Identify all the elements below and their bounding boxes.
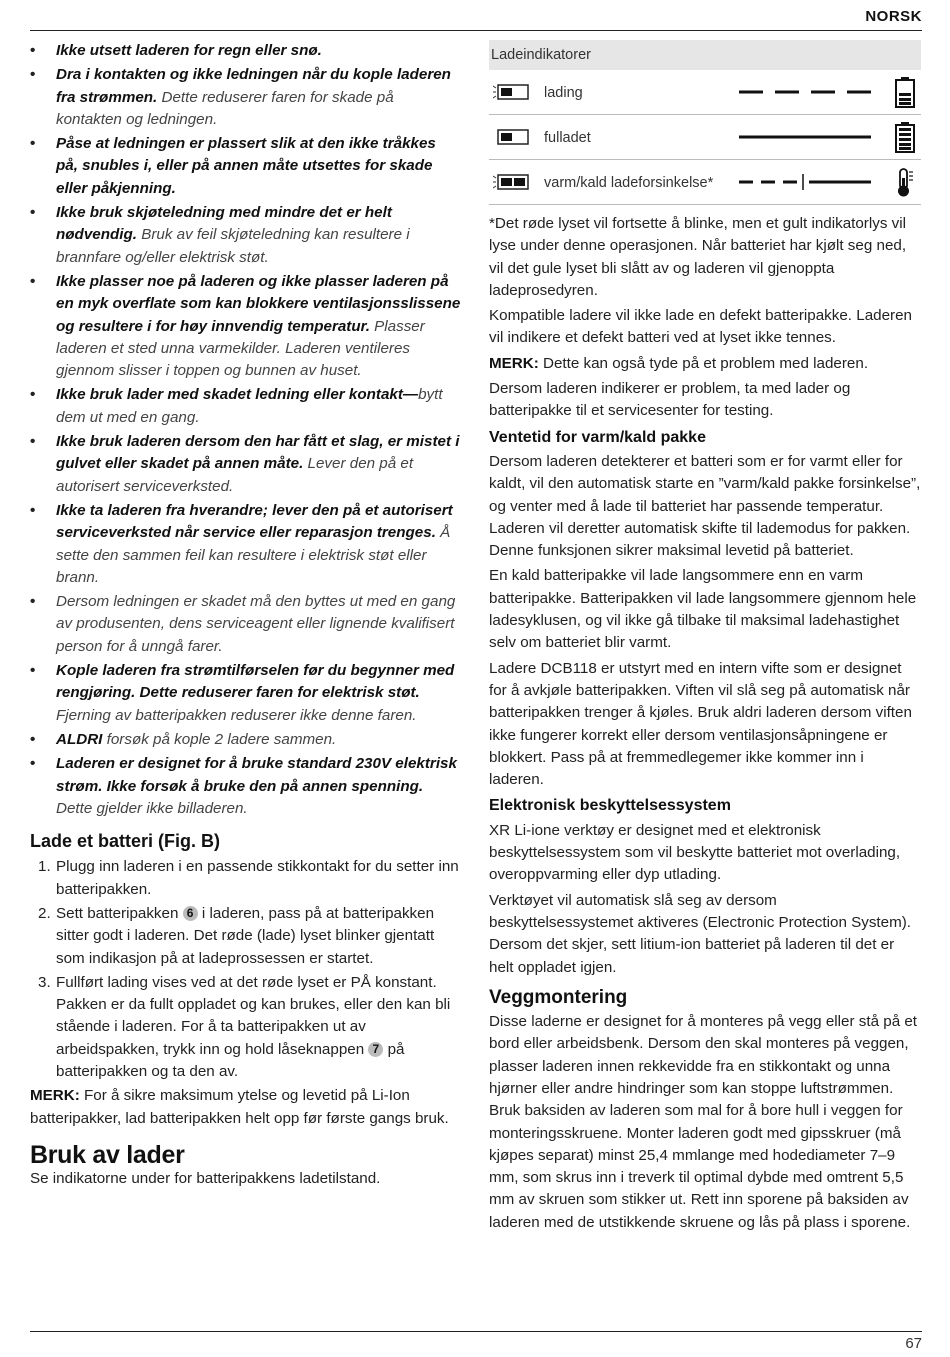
wall-mount-text: Disse laderne er designet for å monteres på vegg eller stå på et bord eller arbeidsbenk. Dersom den skal monteres på veggen, plasser laderen innen rekkevidde fra en stikkontakt og unna hjørner eller andre hindringer som kan stoppe luftstrømmen. Bruk baksiden av laderen som mal for å bore hull i veggen for monteringsskruene. Monter laderen godt med gipsskruer (må kjøpes separat) minst 25,4 mmlange med hodediameter 7–9 mm, som skrus inn i treverk til optimal dybde med omtrent 5,5 mm av skruen som stikker ut. Rett inn sporene på baksiden av laderen med de utstikkende skruene og lås på plass i sporene.	[489, 1013, 918, 1231]
protection-text-2: Verktøyet vil automatisk slå seg av dersom beskyttelsessystemet aktiveres (Electronic Protection System). Dersom det skjer, sett litium-ion batteriet på laderen til det er helt oppladet igjen.	[489, 891, 912, 976]
top-divider	[30, 30, 922, 31]
charge-section-title: Lade et batteri (Fig. B)	[30, 831, 221, 852]
dashed-light-pattern	[739, 82, 875, 102]
language-header: NORSK	[865, 8, 922, 25]
right-column	[489, 40, 921, 1237]
indicator-label: varm/kald ladeforsinkelse*	[544, 175, 714, 191]
list-item: • Ikke plasser noe på laderen og ikke plasser laderen på en myk overflate som kan blokkere ventilasjonsslissene og resultere i for høy innvendig temperatur. Plasser laderen et sted unna varmekilder. Laderen ventileres gjennom slisser i toppen og bunnen av huset.	[30, 271, 462, 382]
list-item: • Påse at ledningen er plassert slik at den ikke tråkkes på, snubles i, eller på annen måte utsettes for skade eller påkjenning.	[30, 133, 462, 200]
list-item: 2. Sett batteripakken 6 i laderen, pass på at batteripakken sitter godt i laderen. Det røde (lade) lyset blinker gjentatt som indikasjon på at ladeprossessen er startet.	[38, 904, 435, 967]
charger-dual-light-icon	[493, 174, 529, 190]
list-item: • Ikke bruk skjøteledning med mindre det er helt nødvendig. Bruk av feil skjøteledning kan resultere i brannfare og/eller elektrisk støt.	[30, 202, 462, 269]
charge-indicator-table	[489, 40, 921, 205]
list-item: • Dersom ledningen er skadet må den byttes ut med en gang av produsenten, dens serviceagent eller lignende kvalifisert person for å unngå farer.	[30, 591, 462, 658]
merk-note: MERK: Dette kan også tyde på et problem med laderen.	[489, 354, 869, 372]
protection-section-title: Elektronisk beskyttelsessystem	[489, 797, 731, 815]
list-item: • Ikke bruk lader med skadet ledning eller kontakt—bytt dem ut med en gang.	[30, 384, 462, 429]
use-intro-text: Se indikatorne under for batteripakkens ladetilstand.	[30, 1170, 381, 1188]
merk-note: MERK: For å sikre maksimum ytelse og levetid på Li-Ion batteripakker, lad batteripakken helt opp før første gangs bruk.	[30, 1087, 449, 1127]
left-column	[30, 40, 462, 1194]
service-text: Dersom laderen indikerer er problem, ta med lader og batteripakke til et servicesenter for testing.	[489, 380, 851, 420]
list-item: • Dra i kontakten og ikke ledningen når du kople laderen fra strømmen. Dette reduserer faren for skade på kontakten og ledningen.	[30, 64, 462, 131]
delay-text-2: En kald batteripakke vil lade langsommere enn en varm batteripakke. Batteripakken vil lade langsommere gjennom hele ladesyklusen, og vil ikke gå tilbake til maksimal ladehastighet selv om batteriet blir varmt.	[489, 567, 917, 652]
delay-text-3: Ladere DCB118 er utstyrt med en intern vifte som er designet for å avkjøle batteripakken. Viften vil slå seg på automatisk når batteripakken trenger å kjøles. Bruk aldri laderen dersom viften ikke fungerer korrekt eller dersom ventilasjonsåpningene er blokkert. Pass på at fremmedlegemer ikke kommer inn i laderen.	[489, 659, 912, 789]
delay-section-title: Ventetid for varm/kald pakke	[489, 428, 706, 446]
list-item: 1. Plugg inn laderen i en passende stikkontakt for du setter inn batteripakken.	[38, 858, 459, 898]
list-item: • Ikke bruk laderen dersom den har fått et slag, er mistet i gulvet eller skadet på annen måte. Lever den på et autorisert serviceverksted.	[30, 431, 462, 498]
solid-light-pattern	[739, 127, 875, 147]
list-item: • Ikke ta laderen fra hverandre; lever den på et autorisert serviceverksted når service eller reparasjon trenges. Å sette den sammen feil kan resultere i elektrisk støt eller brann.	[30, 500, 462, 589]
charge-steps-list	[30, 856, 462, 1083]
callout-number-badge: 6	[183, 906, 198, 921]
indicator-row-hot-cold-delay	[489, 160, 921, 205]
page-number: 67	[905, 1335, 922, 1352]
use-section-title: Bruk av lader	[30, 1140, 185, 1169]
dash-solid-light-pattern	[739, 172, 875, 192]
list-item: • ALDRI forsøk på kople 2 ladere sammen.	[30, 729, 462, 751]
battery-full-icon	[894, 121, 916, 153]
wall-mount-section-title: Veggmontering	[489, 986, 628, 1008]
indicator-label: fulladet	[544, 130, 591, 146]
callout-number-badge: 7	[368, 1042, 383, 1057]
footnote-text: *Det røde lyset vil fortsette å blinke, men et gult indikatorlys vil lyse under denne operasjonen. Når batteriet har kjølt seg ned, vil det gule lyset bli slått av og laderen vil gjenoppta ladeprosedyren.	[489, 215, 907, 299]
compatible-text: Kompatible ladere vil ikke lade en defekt batteripakke. Laderen vil indikere et defekt batteri ved at lyset ikke tennes.	[489, 307, 912, 347]
thermometer-icon	[894, 166, 916, 198]
charger-blinking-icon	[493, 84, 529, 100]
bottom-divider	[30, 1331, 922, 1332]
list-item: • Ikke utsett laderen for regn eller snø.	[30, 40, 462, 62]
indicator-row-full	[489, 115, 921, 160]
battery-charging-icon	[894, 76, 916, 108]
charger-solid-icon	[493, 129, 529, 145]
delay-text-1: Dersom laderen detekterer et batteri som er for varmt eller for kaldt, vil den automatisk starte en ”varm/kald pakke forsinkelse”, og venter med å lade til batteriet har passende temperatur. Laderen vil deretter automatisk skifte til lademodus for pakken. Denne funksjonen sikrer maksimal levetid på batteriet.	[489, 452, 921, 560]
indicator-table-header: Ladeindikatorer	[489, 40, 921, 70]
indicator-row-charging	[489, 70, 921, 115]
list-item: 3. Fullført lading vises ved at det røde lyset er PÅ konstant. Pakken er da fullt oppladet og kan brukes, eller den kan bli stående i laderen. For å ta batteripakken ut av arbeidspakken, trykk inn og hold låseknappen 7 på batteripakken og ta den av.	[38, 973, 451, 1081]
list-item: • Kople laderen fra strømtilførselen før du begynner med rengjøring. Dette reduserer faren for elektrisk støt. Fjerning av batteripakken reduserer ikke denne faren.	[30, 660, 462, 727]
list-item: • Laderen er designet for å bruke standard 230V elektrisk strøm. Ikke forsøk å bruke den på annen spenning. Dette gjelder ikke billaderen.	[30, 753, 462, 820]
indicator-label: lading	[544, 85, 583, 101]
protection-text-1: XR Li-ione verktøy er designet med et elektronisk beskyttelsessystem som vil beskytte batteriet mot overlading, overoppvarming eller dyp utlading.	[489, 821, 901, 884]
safety-warnings-list	[30, 40, 462, 820]
